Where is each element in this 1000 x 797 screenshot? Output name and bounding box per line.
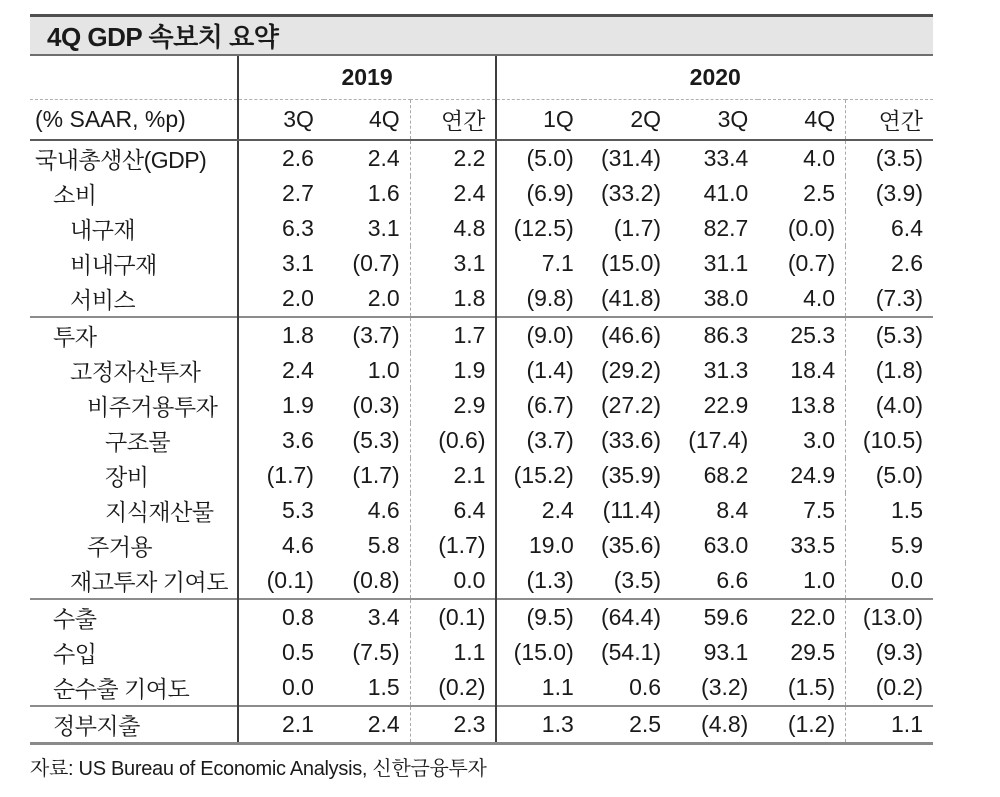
data-cell: (4.0) bbox=[846, 388, 933, 423]
data-cell: (0.2) bbox=[846, 670, 933, 706]
row-label: 순수출 기여도 bbox=[53, 676, 190, 702]
data-cell: 1.1 bbox=[410, 635, 496, 670]
data-cell: (15.0) bbox=[600, 250, 662, 276]
data-cell: 6.3 bbox=[238, 211, 324, 246]
data-cell: 5.9 bbox=[846, 528, 933, 563]
unit-label: (% SAAR, %p) bbox=[30, 100, 238, 141]
table-row bbox=[30, 599, 933, 635]
quarter-header-row bbox=[30, 100, 933, 141]
data-cell: 63.0 bbox=[703, 532, 749, 558]
col-header-2020-2q: 2Q bbox=[584, 100, 671, 141]
data-cell: (35.9) bbox=[600, 462, 662, 488]
table-row bbox=[30, 528, 933, 563]
row-label: 투자 bbox=[30, 317, 238, 353]
data-cell: (3.9) bbox=[846, 176, 933, 211]
data-cell: 25.3 bbox=[758, 317, 845, 353]
table-row bbox=[30, 563, 933, 599]
data-cell: (5.3) bbox=[846, 317, 933, 353]
data-cell: 38.0 bbox=[703, 285, 749, 311]
data-cell: 4.6 bbox=[238, 528, 324, 563]
data-cell: 1.8 bbox=[410, 281, 496, 317]
data-cell: 33.4 bbox=[703, 145, 749, 171]
data-cell: (5.0) bbox=[496, 140, 583, 176]
data-cell: 1.0 bbox=[803, 567, 836, 593]
data-cell: 3.4 bbox=[324, 599, 410, 635]
data-cell: (0.2) bbox=[410, 670, 496, 706]
data-cell: 1.8 bbox=[238, 317, 324, 353]
data-cell: 5.3 bbox=[238, 493, 324, 528]
data-cell: (0.7) bbox=[352, 250, 400, 276]
row-label: 서비스 bbox=[70, 287, 136, 313]
col-header-2019-annual: 연간 bbox=[410, 100, 496, 141]
data-cell: (1.7) bbox=[352, 462, 400, 488]
data-cell: (4.8) bbox=[671, 706, 758, 744]
table-row bbox=[30, 458, 933, 493]
table-row bbox=[30, 211, 933, 246]
data-cell: (0.6) bbox=[410, 423, 496, 458]
data-cell: (33.2) bbox=[600, 180, 662, 206]
table-row bbox=[30, 706, 933, 744]
data-cell: (9.5) bbox=[496, 599, 583, 635]
col-header-2019-4q: 4Q bbox=[324, 100, 410, 141]
data-cell: (46.6) bbox=[584, 317, 671, 353]
data-cell: 93.1 bbox=[703, 639, 749, 665]
data-cell: (41.8) bbox=[600, 285, 662, 311]
year-2019-header: 2019 bbox=[238, 56, 497, 100]
table-row bbox=[30, 317, 933, 353]
data-cell: (5.0) bbox=[846, 458, 933, 493]
row-label: 내구재 bbox=[70, 217, 136, 243]
data-cell: 31.3 bbox=[703, 357, 749, 383]
data-cell: (6.9) bbox=[496, 176, 583, 211]
data-cell: (3.5) bbox=[613, 567, 662, 593]
data-cell: 1.9 bbox=[410, 353, 496, 388]
table-row bbox=[30, 635, 933, 670]
data-cell: 2.4 bbox=[238, 353, 324, 388]
table-row bbox=[30, 670, 933, 706]
data-cell: (9.8) bbox=[496, 281, 583, 317]
row-label: 소비 bbox=[53, 182, 97, 208]
data-cell: 1.0 bbox=[367, 357, 400, 383]
data-cell: 2.0 bbox=[367, 285, 400, 311]
data-cell: 2.6 bbox=[238, 140, 324, 176]
data-cell: 8.4 bbox=[716, 497, 749, 523]
data-cell: 3.1 bbox=[410, 246, 496, 281]
col-header-2020-3q: 3Q bbox=[671, 100, 758, 141]
row-label: 수입 bbox=[53, 641, 97, 667]
source-note: 자료: US Bureau of Economic Analysis, 신한금융투자 bbox=[30, 758, 487, 780]
data-cell: 2.2 bbox=[410, 140, 496, 176]
row-label: 주거용 bbox=[87, 534, 153, 560]
row-label: 구조물 bbox=[105, 429, 171, 455]
table-row bbox=[30, 388, 933, 423]
col-header-2020-4q: 4Q bbox=[758, 100, 845, 141]
data-cell: (0.3) bbox=[352, 392, 400, 418]
data-cell: 2.6 bbox=[846, 246, 933, 281]
data-cell: (5.3) bbox=[352, 427, 400, 453]
data-cell: 18.4 bbox=[790, 357, 836, 383]
data-cell: 7.1 bbox=[496, 246, 583, 281]
gdp-summary-table bbox=[30, 56, 933, 745]
col-header-2020-1q: 1Q bbox=[496, 100, 583, 141]
data-cell: 2.1 bbox=[238, 706, 324, 744]
data-cell: 19.0 bbox=[496, 528, 583, 563]
data-cell: 2.1 bbox=[410, 458, 496, 493]
data-cell: 2.4 bbox=[324, 706, 410, 744]
data-cell: 13.8 bbox=[790, 392, 836, 418]
data-cell: (17.4) bbox=[688, 427, 749, 453]
data-cell: (1.2) bbox=[758, 706, 845, 744]
data-cell: 82.7 bbox=[703, 215, 749, 241]
data-cell: (1.4) bbox=[496, 353, 583, 388]
data-cell: 3.0 bbox=[803, 427, 836, 453]
year-2020-header: 2020 bbox=[496, 56, 933, 100]
data-cell: 6.4 bbox=[846, 211, 933, 246]
data-cell: 24.9 bbox=[790, 462, 836, 488]
row-label: 고정자산투자 bbox=[70, 359, 201, 385]
data-cell: 1.7 bbox=[410, 317, 496, 353]
data-cell: 59.6 bbox=[671, 599, 758, 635]
data-cell: (0.1) bbox=[238, 563, 324, 599]
data-cell: (33.6) bbox=[600, 427, 662, 453]
data-cell: 2.0 bbox=[238, 281, 324, 317]
data-cell: 0.0 bbox=[846, 563, 933, 599]
row-label: 정부지출 bbox=[30, 706, 238, 744]
data-cell: 1.5 bbox=[367, 674, 400, 700]
row-label: 장비 bbox=[105, 464, 149, 490]
year-header-row bbox=[30, 56, 933, 100]
row-label: 국내총생산(GDP) bbox=[35, 147, 207, 173]
data-cell: (11.4) bbox=[602, 497, 662, 523]
data-cell: 3.1 bbox=[238, 246, 324, 281]
data-cell: (1.8) bbox=[846, 353, 933, 388]
data-cell: 2.3 bbox=[410, 706, 496, 744]
data-cell: (35.6) bbox=[600, 532, 662, 558]
data-cell: (9.3) bbox=[846, 635, 933, 670]
data-cell: (9.0) bbox=[496, 317, 583, 353]
data-cell: 4.0 bbox=[803, 145, 836, 171]
data-cell: (31.4) bbox=[600, 145, 662, 171]
data-cell: (15.0) bbox=[496, 635, 583, 670]
data-cell: 2.4 bbox=[410, 176, 496, 211]
data-cell: (0.1) bbox=[410, 599, 496, 635]
data-cell: 1.5 bbox=[846, 493, 933, 528]
data-cell: 2.7 bbox=[238, 176, 324, 211]
data-cell: 41.0 bbox=[703, 180, 749, 206]
data-cell: 1.1 bbox=[846, 706, 933, 744]
data-cell: (0.0) bbox=[787, 215, 836, 241]
data-cell: 86.3 bbox=[671, 317, 758, 353]
year-header-spacer bbox=[30, 56, 238, 100]
data-cell: 0.0 bbox=[238, 670, 324, 706]
data-cell: 22.9 bbox=[703, 392, 749, 418]
data-cell: (1.5) bbox=[787, 674, 836, 700]
data-cell: (29.2) bbox=[600, 357, 662, 383]
row-label: 재고투자 기여도 bbox=[70, 569, 228, 595]
data-cell: (6.7) bbox=[496, 388, 583, 423]
data-cell: 0.0 bbox=[410, 563, 496, 599]
col-header-2019-3q: 3Q bbox=[238, 100, 324, 141]
data-cell: 0.8 bbox=[238, 599, 324, 635]
data-cell: 4.6 bbox=[367, 497, 400, 523]
data-cell: 5.8 bbox=[367, 532, 400, 558]
data-cell: (12.5) bbox=[496, 211, 583, 246]
table-row bbox=[30, 353, 933, 388]
data-cell: 7.5 bbox=[803, 497, 836, 523]
data-cell: 3.1 bbox=[367, 215, 400, 241]
row-label: 비주거용투자 bbox=[87, 394, 218, 420]
data-cell: 1.9 bbox=[238, 388, 324, 423]
data-cell: 6.4 bbox=[410, 493, 496, 528]
data-cell: (10.5) bbox=[846, 423, 933, 458]
data-cell: 2.9 bbox=[410, 388, 496, 423]
table-row bbox=[30, 140, 933, 176]
data-cell: (1.3) bbox=[496, 563, 583, 599]
data-cell: 2.5 bbox=[803, 180, 836, 206]
col-header-2020-annual: 연간 bbox=[846, 100, 933, 141]
data-cell: (13.0) bbox=[846, 599, 933, 635]
table-row bbox=[30, 176, 933, 211]
row-label: 비내구재 bbox=[70, 252, 157, 278]
table-row bbox=[30, 281, 933, 317]
table-row bbox=[30, 246, 933, 281]
data-cell: (1.7) bbox=[410, 528, 496, 563]
data-cell: (0.8) bbox=[352, 567, 400, 593]
data-cell: (1.7) bbox=[613, 215, 662, 241]
data-cell: (3.2) bbox=[701, 674, 749, 700]
table-row bbox=[30, 423, 933, 458]
data-cell: 31.1 bbox=[703, 250, 749, 276]
data-cell: 33.5 bbox=[790, 532, 836, 558]
data-cell: 1.3 bbox=[496, 706, 583, 744]
table-title-bar bbox=[30, 14, 933, 56]
table-row bbox=[30, 493, 933, 528]
data-cell: (3.5) bbox=[846, 140, 933, 176]
data-cell: (15.2) bbox=[496, 458, 583, 493]
data-cell: (3.7) bbox=[496, 423, 583, 458]
data-cell: 0.6 bbox=[629, 674, 662, 700]
data-cell: (54.1) bbox=[600, 639, 662, 665]
data-cell: (27.2) bbox=[600, 392, 662, 418]
data-cell: 2.4 bbox=[496, 493, 583, 528]
data-cell: 6.6 bbox=[716, 567, 749, 593]
row-label: 지식재산물 bbox=[105, 499, 214, 525]
data-cell: 22.0 bbox=[758, 599, 845, 635]
row-label: 수출 bbox=[30, 599, 238, 635]
data-cell: (7.5) bbox=[352, 639, 400, 665]
table-title: 4Q GDP 속보치 요약 bbox=[47, 22, 279, 52]
data-cell: 2.5 bbox=[584, 706, 671, 744]
data-cell: (3.7) bbox=[324, 317, 410, 353]
data-cell: (1.7) bbox=[238, 458, 324, 493]
data-cell: 4.0 bbox=[803, 285, 836, 311]
data-cell: 68.2 bbox=[703, 462, 749, 488]
data-cell: (64.4) bbox=[584, 599, 671, 635]
data-cell: 1.6 bbox=[367, 180, 400, 206]
data-cell: 29.5 bbox=[790, 639, 836, 665]
data-cell: (0.7) bbox=[787, 250, 836, 276]
data-cell: (7.3) bbox=[846, 281, 933, 317]
data-cell: 1.1 bbox=[496, 670, 583, 706]
data-cell: 0.5 bbox=[238, 635, 324, 670]
data-cell: 3.6 bbox=[238, 423, 324, 458]
data-cell: 2.4 bbox=[367, 145, 400, 171]
data-cell: 4.8 bbox=[410, 211, 496, 246]
